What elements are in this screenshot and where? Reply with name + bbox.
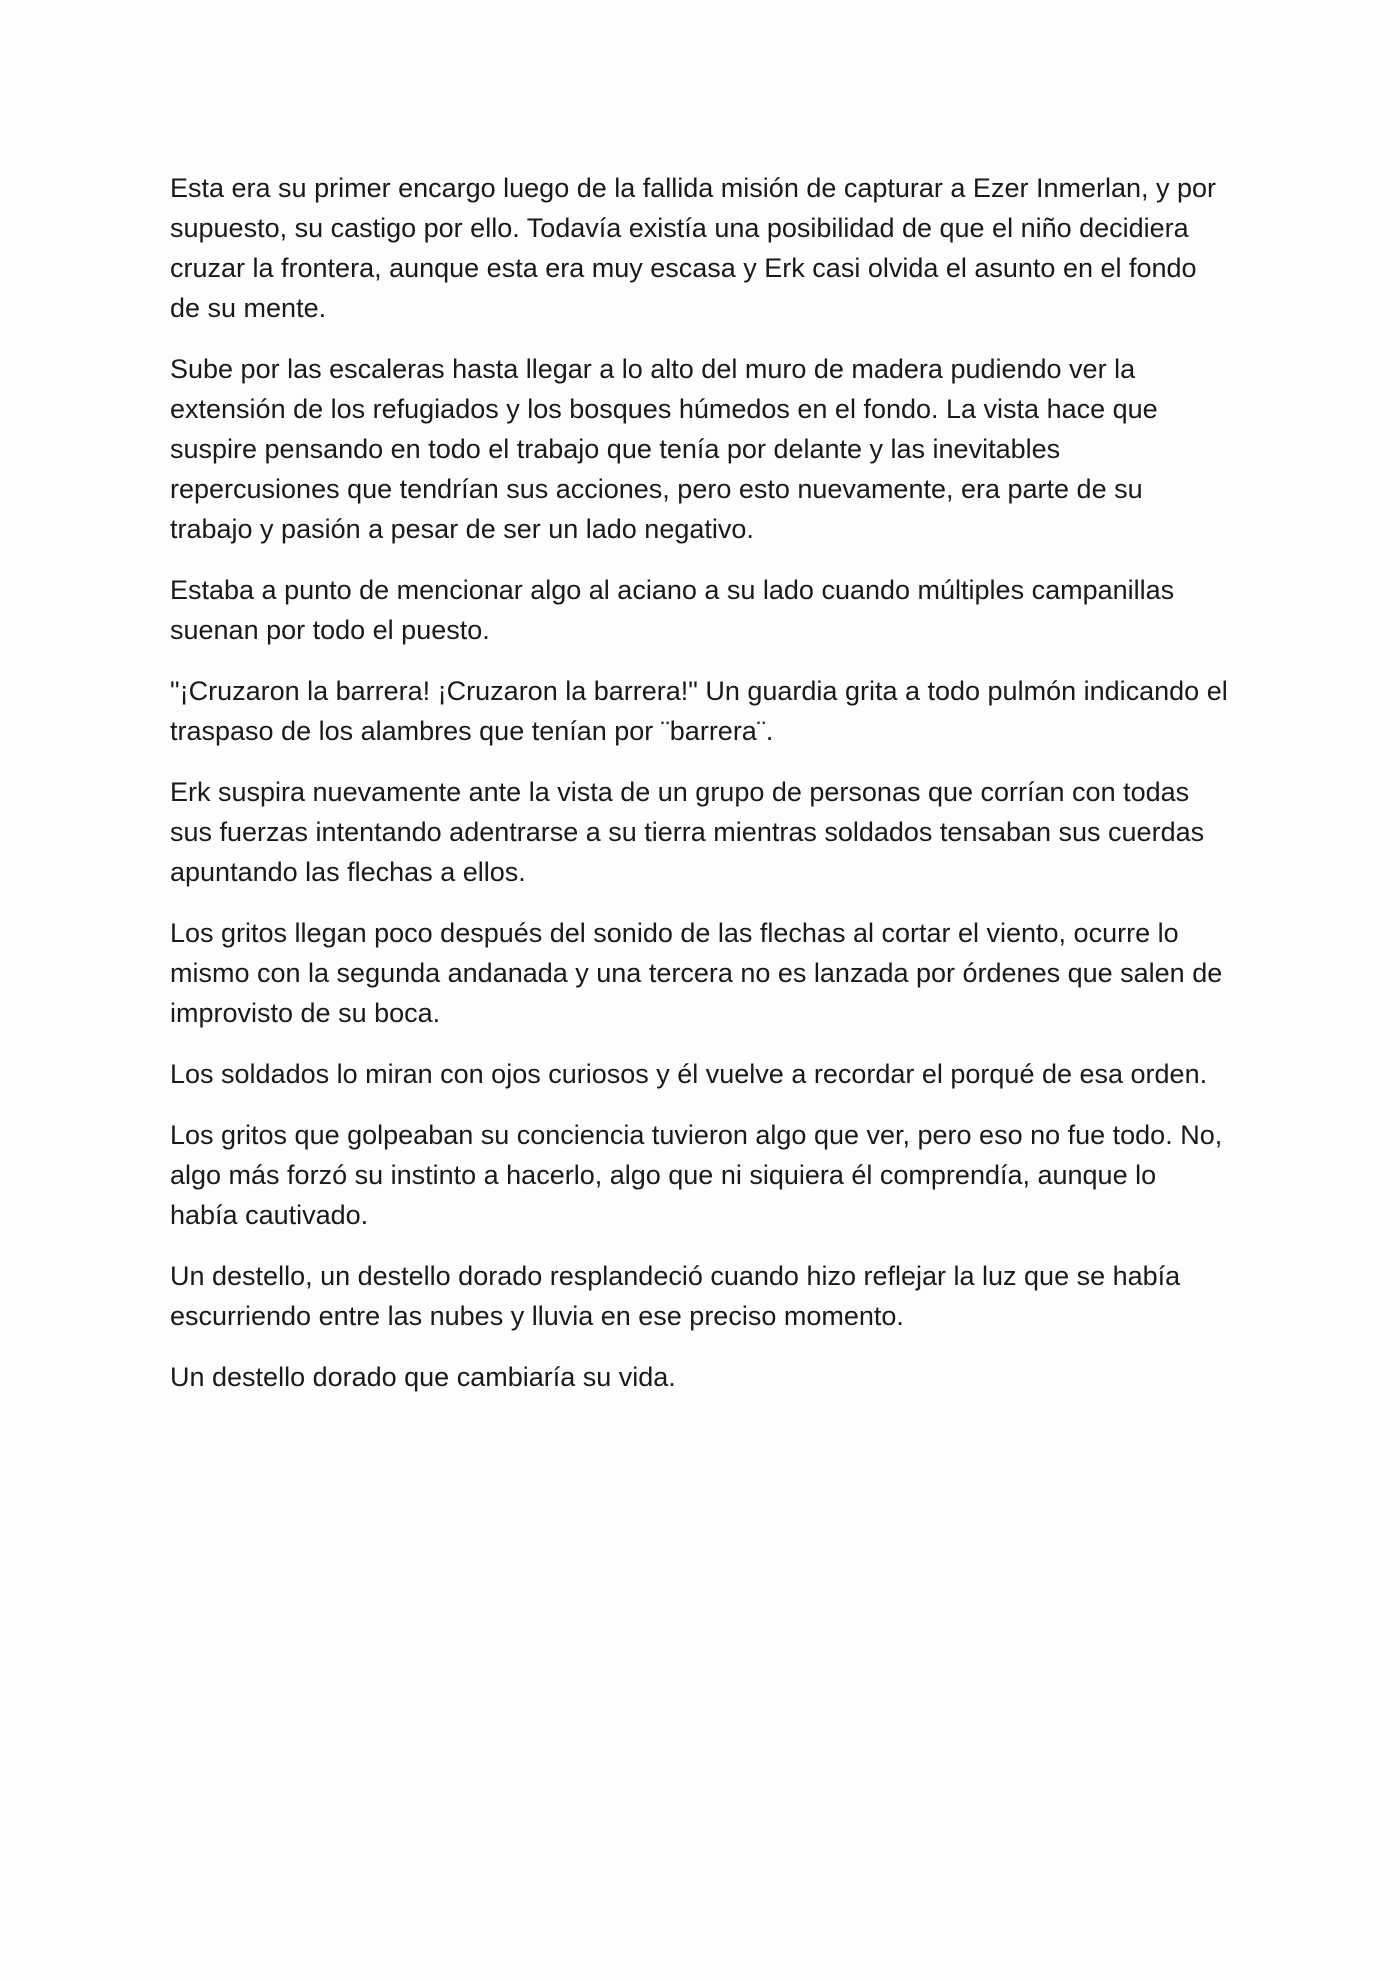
paragraph-3: Estaba a punto de mencionar algo al aciano a su lado cuando múltiples campanillas suenan por todo el puesto. [170, 575, 1175, 645]
paragraph-8: Los gritos que golpeaban su conciencia tuvieron algo que ver, pero eso no fue todo. No, algo más forzó su instinto a hacerlo, algo que ni siquiera él comprendía, aunque lo había cautivado. [170, 1120, 1223, 1230]
paragraph-9: Un destello, un destello dorado resplandeció cuando hizo reflejar la luz que se había escurriendo entre las nubes y lluvia en ese preciso momento. [170, 1261, 1181, 1331]
paragraph-1: Esta era su primer encargo luego de la fallida misión de capturar a Ezer Inmerlan, y por supuesto, su castigo por ello. Todavía existía una posibilidad de que el niño decidiera cruzar la frontera, aunque esta era muy escasa y Erk casi olvida el asunto en el fondo de su mente. [170, 173, 1217, 323]
paragraph-10: Un destello dorado que cambiaría su vida. [170, 1362, 676, 1392]
paragraph-6: Los gritos llegan poco después del sonido de las flechas al cortar el viento, ocurre lo mismo con la segunda andanada y una tercera no es lanzada por órdenes que salen de improvisto de su boca. [170, 918, 1223, 1028]
paragraph-5: Erk suspira nuevamente ante la vista de un grupo de personas que corrían con todas sus fuerzas intentando adentrarse a su tierra mientras soldados tensaban sus cuerdas apuntando las flechas a ellos. [170, 777, 1205, 887]
document-body [170, 168, 1230, 1418]
paragraph-2: Sube por las escaleras hasta llegar a lo alto del muro de madera pudiendo ver la extensión de los refugiados y los bosques húmedos en el fondo. La vista hace que suspire pensando en todo el trabajo que tenía por delante y las inevitables repercusiones que tendrían sus acciones, pero esto nuevamente, era parte de su trabajo y pasión a pesar de ser un lado negativo. [170, 354, 1158, 544]
paragraph-4: "¡Cruzaron la barrera! ¡Cruzaron la barrera!" Un guardia grita a todo pulmón indicando el traspaso de los alambres que tenían por ¨barrera¨. [170, 676, 1228, 746]
paragraph-7: Los soldados lo miran con ojos curiosos y él vuelve a recordar el porqué de esa orden. [170, 1059, 1208, 1089]
